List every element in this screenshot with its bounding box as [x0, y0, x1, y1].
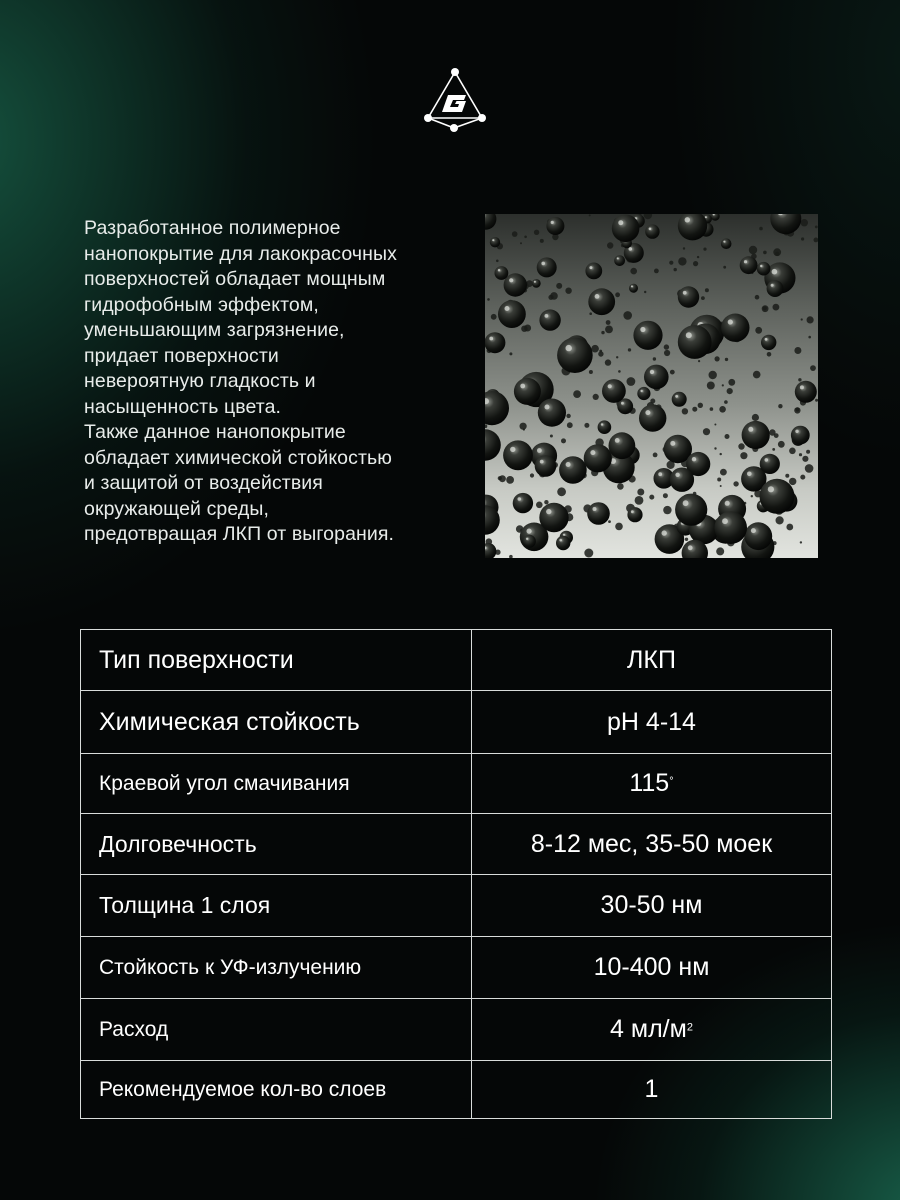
spec-label-layer-thickness: Толщина 1 слоя — [81, 875, 472, 937]
contact-angle-number: 115 — [629, 769, 670, 797]
table-row — [81, 999, 832, 1061]
spec-label-surface-type: Тип поверхности — [81, 630, 472, 691]
spec-value-contact-angle — [472, 754, 832, 814]
table-row — [81, 937, 832, 999]
table-row — [81, 754, 832, 814]
product-description — [84, 216, 464, 548]
water-droplets-photo — [485, 214, 818, 558]
spec-value-uv-resistance: 10-400 нм — [472, 937, 832, 999]
spec-label-chemical-resistance: Химическая стойкость — [81, 691, 472, 754]
spec-label-consumption: Расход — [81, 999, 472, 1061]
spec-value-chemical-resistance: pH 4-14 — [472, 691, 832, 754]
description-paragraph-1: Разработанное полимерное нанопокрытие для лакокрасочных поверхностей обладает мощным гидрофобным эффектом, уменьшающим загрязнение, придает поверхности невероятную гладкость и насыщенность цвета. — [84, 217, 397, 418]
spec-value-layer-thickness: 30-50 нм — [472, 875, 832, 937]
table-row — [81, 1061, 832, 1119]
degree-sign: ° — [669, 775, 674, 788]
table-row — [81, 691, 832, 754]
spec-label-contact-angle: Краевой угол смачивания — [81, 754, 472, 814]
description-paragraph-2: Также данное нанопокрытие обладает химической стойкостью и защитой от воздействия окружающей среды, предотвращая ЛКП от выгорания. — [84, 421, 395, 545]
spec-label-recommended-layers: Рекомендуемое кол-во слоев — [81, 1061, 472, 1119]
squared-sign: 2 — [686, 1021, 693, 1034]
table-row — [81, 630, 832, 691]
spec-value-surface-type: ЛКП — [472, 630, 832, 691]
spec-value-recommended-layers: 1 — [472, 1061, 832, 1119]
spec-value-durability: 8-12 мес, 35-50 моек — [472, 814, 832, 875]
g-triangle-logo-icon — [420, 66, 490, 136]
spec-value-consumption — [472, 999, 832, 1061]
spec-label-durability: Долговечность — [81, 814, 472, 875]
table-row — [81, 814, 832, 875]
consumption-number: 4 мл/м — [610, 1015, 687, 1043]
spec-label-uv-resistance: Стойкость к УФ-излучению — [81, 937, 472, 999]
specs-table — [80, 629, 832, 1119]
table-row — [81, 875, 832, 937]
